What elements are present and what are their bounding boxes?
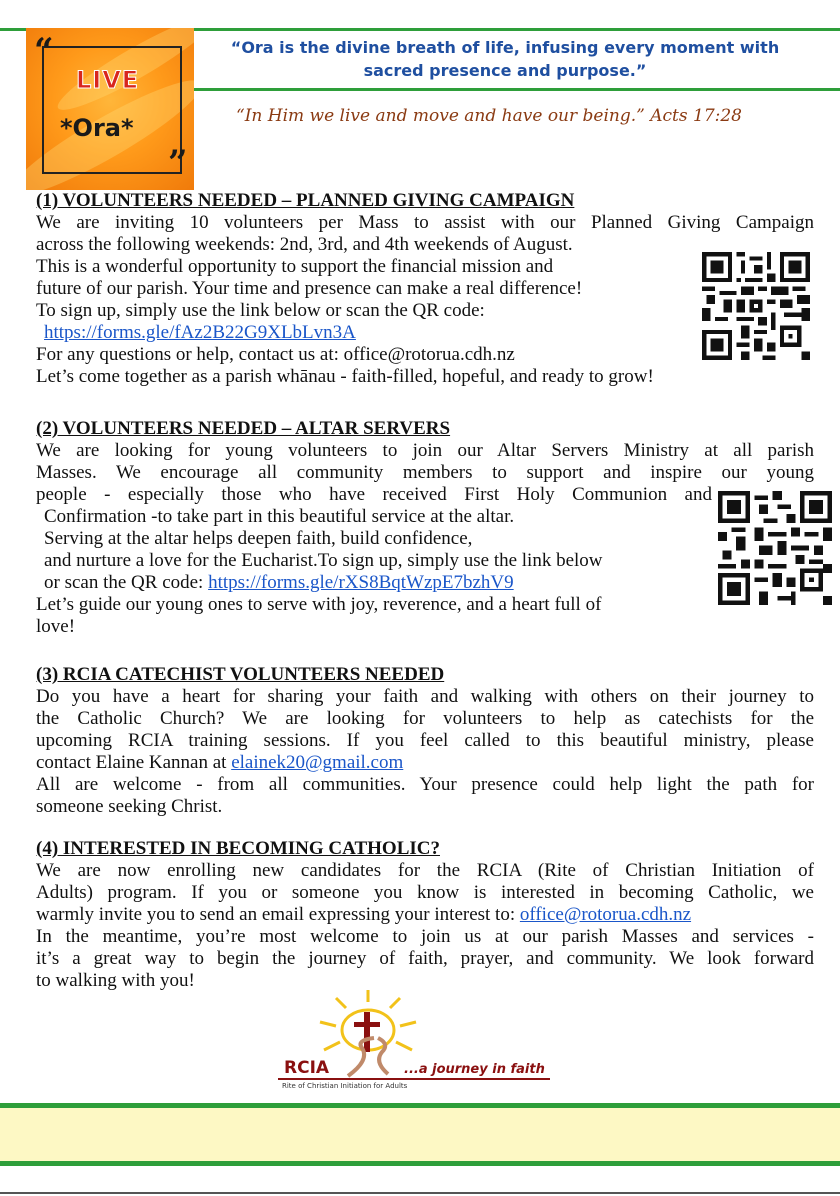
- scripture-quote: “In Him we live and move and have our being.” Acts 17:28: [236, 106, 742, 126]
- logo-ora-text: *Ora*: [60, 114, 134, 142]
- body-line: to walking with you!: [36, 970, 195, 991]
- body-line: We are now enrolling new candidates for the RCIA (Rite of Christian Initiation of: [36, 860, 814, 881]
- link-prefix: contact Elaine Kannan at: [36, 752, 232, 773]
- body-line: For any questions or help, contact us at: office@rotorua.cdh.nz: [36, 344, 515, 365]
- body-line: All are welcome - from all communities. Your presence could help light the path for: [36, 774, 814, 795]
- link-prefix: warmly invite you to send an email expressing your interest to:: [36, 904, 520, 925]
- body-line: love!: [36, 616, 76, 637]
- rcia-logo-subtitle: Rite of Christian Initiation for Adults: [282, 1082, 408, 1090]
- header-middle-rule: [185, 88, 840, 91]
- body-line: Let’s come together as a parish whānau - faith-filled, hopeful, and ready to grow!: [36, 366, 654, 387]
- body-line: In the meantime, you’re most welcome to join us at our parish Masses and services -: [36, 926, 814, 947]
- link-prefix: or scan the QR code:: [44, 572, 209, 593]
- body-line: We are inviting 10 volunteers per Mass to assist with our Planned Giving Campaign: [36, 212, 814, 233]
- logo-close-quote: ”: [168, 143, 188, 183]
- section-planned-giving: [36, 190, 814, 388]
- body-line: someone seeking Christ.: [36, 796, 223, 817]
- logo-open-quote: “: [34, 31, 54, 71]
- body-line: Do you have a heart for sharing your faith and walking with others on their journey to: [36, 686, 814, 707]
- section-altar-servers: [36, 418, 814, 638]
- body-line: Serving at the altar helps deepen faith, build confidence,: [44, 528, 473, 549]
- qr-code-planned-giving[interactable]: [700, 252, 812, 360]
- rcia-logo-name: RCIA: [284, 1058, 330, 1078]
- body-line: Adults) program. If you or someone you know is interested in becoming Catholic, we: [36, 882, 814, 903]
- body-line: This is a wonderful opportunity to support the financial mission and: [36, 256, 554, 277]
- body-line: and nurture a love for the Eucharist.To sign up, simply use the link below: [44, 550, 603, 571]
- body-line: To sign up, simply use the link below or scan the QR code:: [36, 300, 485, 321]
- section-title: (4) INTERESTED IN BECOMING CATHOLIC?: [36, 838, 440, 859]
- altar-servers-form-link[interactable]: https://forms.gle/rXS8BqtWzpE7bzhV9: [208, 572, 514, 593]
- body-line: We are looking for young volunteers to join our Altar Servers Ministry at all parish: [36, 440, 814, 461]
- body-line: Let’s guide our young ones to serve with joy, reverence, and a heart full of: [36, 594, 602, 615]
- footer-band: [0, 1103, 840, 1166]
- section-title: (3) RCIA CATECHIST VOLUNTEERS NEEDED: [36, 664, 445, 685]
- footer-divider: [0, 1192, 840, 1194]
- body-line: upcoming RCIA training sessions. If you feel called to this beautiful ministry, please: [36, 730, 814, 751]
- office-email-link[interactable]: office@rotorua.cdh.nz: [519, 904, 692, 925]
- body-line: people - especially those who have received First Holy Communion and: [36, 484, 712, 505]
- body-line: Masses. We encourage all community members to support and inspire our young: [36, 462, 814, 483]
- rcia-logo: [278, 990, 550, 1096]
- logo-live-text: LIVE: [76, 66, 140, 94]
- section-title: (2) VOLUNTEERS NEEDED – ALTAR SERVERS: [36, 418, 451, 439]
- section-becoming-catholic: [36, 838, 814, 992]
- section-rcia-catechists: [36, 664, 814, 818]
- elaine-email-link[interactable]: elainek20@gmail.com: [231, 752, 404, 773]
- header-quote: “Ora is the divine breath of life, infusing every moment with sacred presence and purpose.”: [230, 38, 780, 80]
- rcia-logo-tagline: ...a journey in faith: [404, 1062, 545, 1077]
- planned-giving-form-link[interactable]: https://forms.gle/fAz2B22G9XLbLvn3A: [44, 322, 356, 343]
- rcia-cross-sun-icon: [278, 990, 550, 1096]
- body-line: future of our parish. Your time and presence can make a real difference!: [36, 278, 583, 299]
- body-line: the Catholic Church? We are looking for volunteers to help as catechists for the: [36, 708, 814, 729]
- qr-code-altar-servers[interactable]: [718, 490, 832, 606]
- live-ora-logo: [26, 28, 194, 190]
- body-line: it’s a great way to begin the journey of faith, prayer, and community. We look forward: [36, 948, 814, 969]
- body-line: Confirmation -to take part in this beautiful service at the altar.: [44, 506, 515, 527]
- body-line: across the following weekends: 2nd, 3rd, and 4th weekends of August.: [36, 234, 573, 255]
- section-title: (1) VOLUNTEERS NEEDED – PLANNED GIVING CAMPAIGN: [36, 190, 575, 211]
